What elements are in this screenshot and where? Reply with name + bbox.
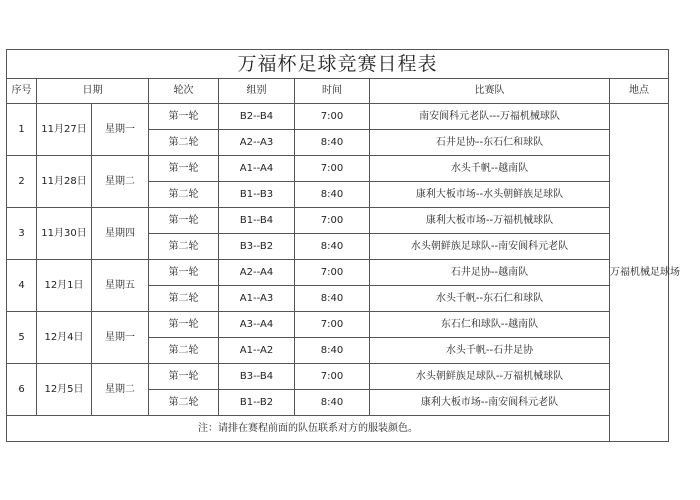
day-number: 2 [7, 156, 37, 208]
match-round: 第一轮 [149, 156, 219, 182]
table-row [7, 312, 669, 338]
match-group: A1--A4 [219, 156, 295, 182]
match-teams: 水头千帆--越南队 [370, 156, 610, 182]
match-round: 第一轮 [149, 364, 219, 390]
match-group: A2--A4 [219, 260, 295, 286]
match-round: 第二轮 [149, 234, 219, 260]
match-round: 第一轮 [149, 312, 219, 338]
header-venue: 地点 [610, 79, 669, 104]
day-date: 11月27日 [37, 104, 92, 156]
match-group: B3--B2 [219, 234, 295, 260]
schedule-note: 注：请排在赛程前面的队伍联系对方的服装颜色。 [7, 416, 610, 442]
match-round: 第二轮 [149, 286, 219, 312]
match-group: A3--A4 [219, 312, 295, 338]
day-weekday: 星期二 [92, 364, 149, 416]
match-round: 第一轮 [149, 208, 219, 234]
header-date: 日期 [37, 79, 149, 104]
match-round: 第一轮 [149, 260, 219, 286]
day-date: 12月4日 [37, 312, 92, 364]
header-group: 组别 [219, 79, 295, 104]
match-group: A2--A3 [219, 130, 295, 156]
day-date: 12月1日 [37, 260, 92, 312]
match-group: A1--A3 [219, 286, 295, 312]
match-group: B1--B2 [219, 390, 295, 416]
match-time: 7:00 [295, 208, 370, 234]
day-date: 11月30日 [37, 208, 92, 260]
day-weekday: 星期五 [92, 260, 149, 312]
header-time: 时间 [295, 79, 370, 104]
match-time: 8:40 [295, 390, 370, 416]
match-group: B2--B4 [219, 104, 295, 130]
match-round: 第二轮 [149, 130, 219, 156]
match-teams: 南安阆科元老队---万福机械球队 [370, 104, 610, 130]
table-row [7, 104, 669, 130]
match-time: 7:00 [295, 156, 370, 182]
match-time: 7:00 [295, 312, 370, 338]
header-no: 序号 [7, 79, 37, 104]
match-teams: 水头朝鲜族足球队--万福机械球队 [370, 364, 610, 390]
match-time: 7:00 [295, 260, 370, 286]
day-weekday: 星期一 [92, 104, 149, 156]
venue-cell: 万福机械足球场 [610, 104, 669, 442]
match-round: 第二轮 [149, 338, 219, 364]
match-time: 8:40 [295, 234, 370, 260]
match-group: B1--B4 [219, 208, 295, 234]
match-round: 第一轮 [149, 104, 219, 130]
day-number: 4 [7, 260, 37, 312]
day-weekday: 星期一 [92, 312, 149, 364]
day-weekday: 星期二 [92, 156, 149, 208]
day-number: 3 [7, 208, 37, 260]
table-row [7, 156, 669, 182]
match-teams: 石井足协--越南队 [370, 260, 610, 286]
match-round: 第二轮 [149, 182, 219, 208]
match-time: 7:00 [295, 364, 370, 390]
match-teams: 康利大板市场--万福机械球队 [370, 208, 610, 234]
match-time: 8:40 [295, 286, 370, 312]
match-teams: 康利大板市场--水头朝鲜族足球队 [370, 182, 610, 208]
schedule-title: 万福杯足球竞赛日程表 [7, 50, 669, 79]
day-number: 1 [7, 104, 37, 156]
match-round: 第二轮 [149, 390, 219, 416]
table-row [7, 364, 669, 390]
table-row [7, 260, 669, 286]
match-teams: 水头千帆--石井足协 [370, 338, 610, 364]
match-teams: 水头朝鲜族足球队--南安阆科元老队 [370, 234, 610, 260]
schedule-table [6, 49, 680, 442]
match-teams: 东石仁和球队--越南队 [370, 312, 610, 338]
match-time: 8:40 [295, 130, 370, 156]
match-group: B3--B4 [219, 364, 295, 390]
match-teams: 康利大板市场--南安阆科元老队 [370, 390, 610, 416]
match-teams: 水头千帆--东石仁和球队 [370, 286, 610, 312]
note-row [7, 416, 669, 442]
match-group: B1--B3 [219, 182, 295, 208]
header-teams: 比赛队 [370, 79, 610, 104]
match-group: A1--A2 [219, 338, 295, 364]
day-number: 6 [7, 364, 37, 416]
header-round: 轮次 [149, 79, 219, 104]
day-date: 11月28日 [37, 156, 92, 208]
match-time: 7:00 [295, 104, 370, 130]
table-row [7, 208, 669, 234]
match-time: 8:40 [295, 338, 370, 364]
day-number: 5 [7, 312, 37, 364]
day-weekday: 星期四 [92, 208, 149, 260]
day-date: 12月5日 [37, 364, 92, 416]
match-teams: 石井足协--东石仁和球队 [370, 130, 610, 156]
match-time: 8:40 [295, 182, 370, 208]
